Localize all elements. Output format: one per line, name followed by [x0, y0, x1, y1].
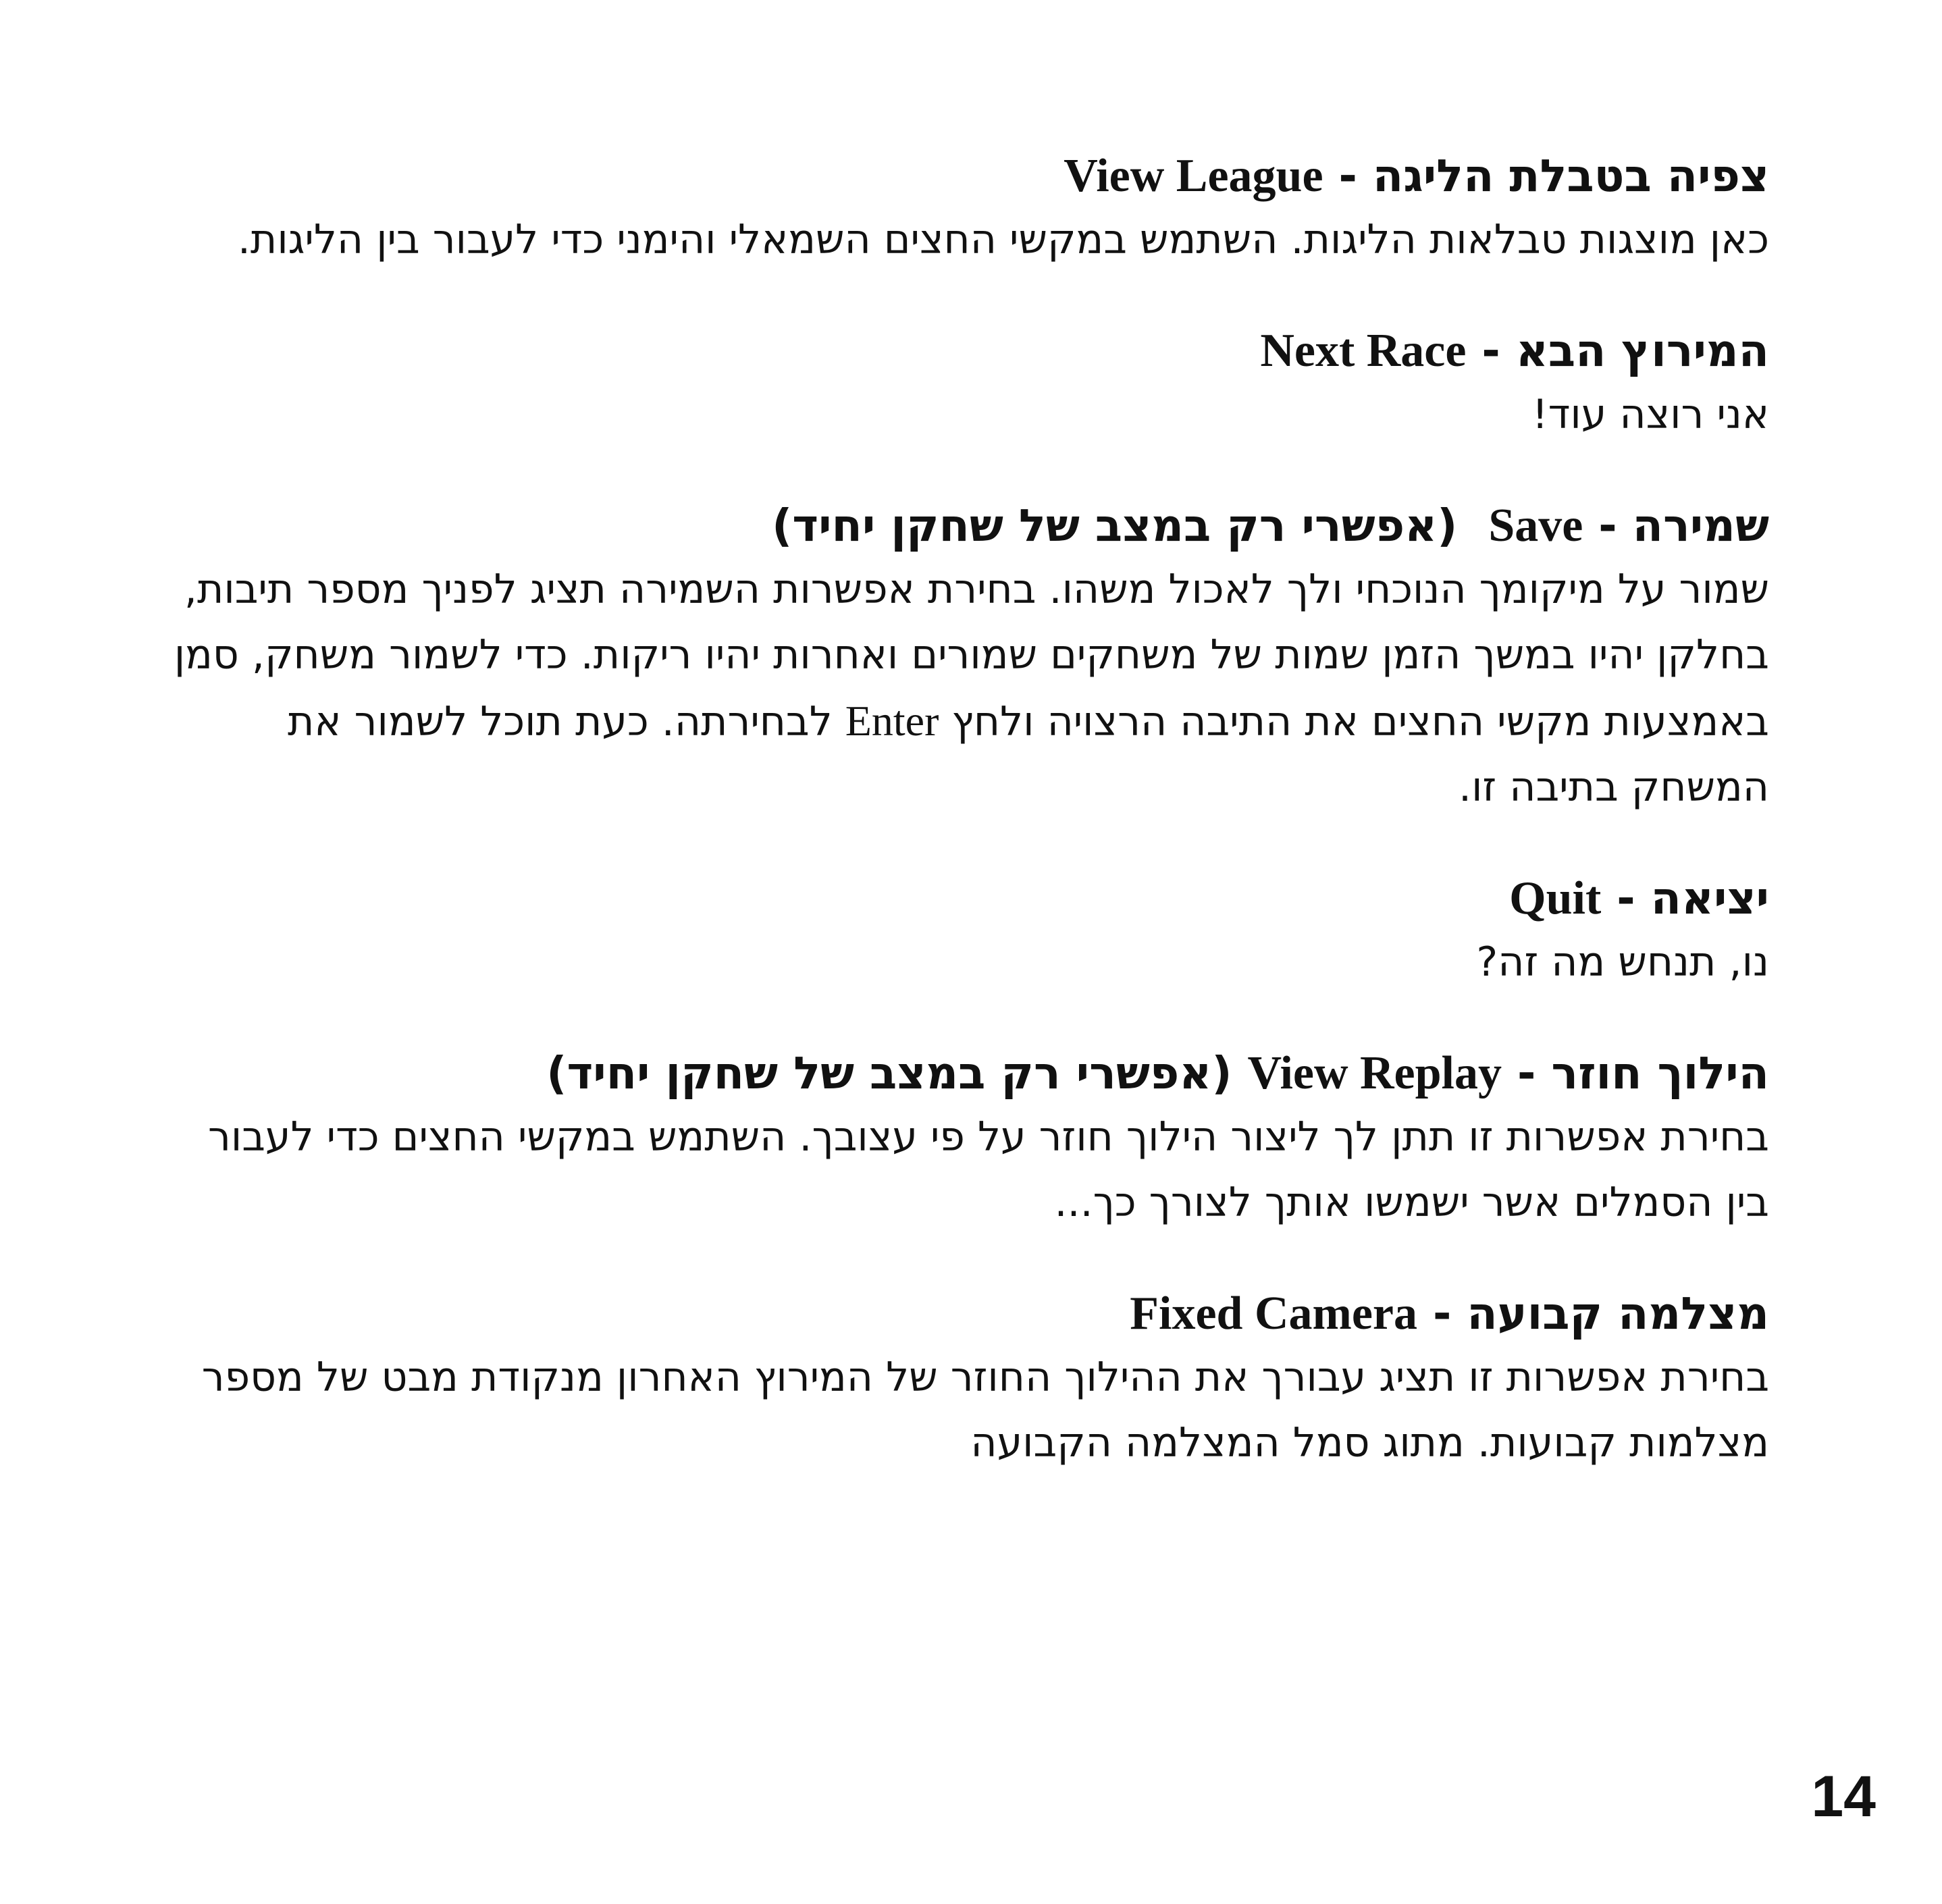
section-quit [162, 868, 1769, 995]
section-view-replay [162, 1042, 1769, 1236]
page-number: 14 [1811, 1764, 1876, 1829]
heading-hebrew: שמירה [1632, 500, 1769, 552]
section-body [162, 557, 1769, 820]
section-heading [162, 145, 1769, 207]
heading-separator: - [1601, 872, 1651, 924]
heading-english: View Replay [1247, 1047, 1502, 1099]
section-heading [162, 1042, 1769, 1105]
section-body: אני רוצה עוד! [1531, 391, 1769, 438]
heading-separator: - [1417, 1288, 1467, 1340]
section-fixed-camera [162, 1283, 1769, 1476]
enter-key-label: Enter [845, 697, 939, 745]
section-body: נו, תנחש מה זה? [1476, 938, 1769, 986]
body-text-after: לבחירתה. כעת תוכל לשמור את המשחק בתיבה זו. [288, 698, 1769, 811]
section-body: בחירת אפשרות זו תציג עבורך את ההילוך החוזר של המירוץ האחרון מנקודת מבט של מספר מצלמות קבועות. מתוג סמל המצלמה הקבועה [201, 1354, 1769, 1466]
section-next-race [162, 320, 1769, 448]
heading-separator: - [1502, 1047, 1552, 1099]
heading-hebrew: המירוץ הבא [1515, 325, 1769, 377]
section-heading [162, 495, 1769, 557]
section-body: כאן מוצגות טבלאות הליגות. השתמש במקשי החצים השמאלי והימני כדי לעבור בין הליגות. [237, 216, 1769, 263]
heading-hebrew: מצלמה קבועה [1467, 1288, 1769, 1340]
heading-english: Fixed Camera [1130, 1288, 1417, 1340]
heading-note: (אפשרי רק במצב של שחקן יחיד) [546, 1047, 1232, 1099]
heading-hebrew: צפיה בטבלת הליגה [1372, 150, 1769, 202]
section-heading [162, 1283, 1769, 1345]
heading-separator: - [1323, 150, 1373, 202]
heading-english: Save [1488, 500, 1583, 552]
section-heading [162, 868, 1769, 930]
section-view-league [162, 145, 1769, 273]
section-body: בחירת אפשרות זו תתן לך ליצור הילוך חוזר על פי עצובך. השתמש במקשי החצים כדי לעבור בין הסמלים אשר ישמשו אותך לצורך כך... [208, 1113, 1769, 1226]
heading-english: Quit [1509, 872, 1602, 924]
body-text-before: שמור על מיקומך הנוכחי ולך לאכול משהו. בחירת אפשרות השמירה תציג לפניך מספר תיבות, בחלקן יהיו במשך הזמן שמות של משחקים שמורים ואחרות יהיו ריקות. כדי לשמור משחק, סמן באמצעות מקשי החצים את התיבה הרצויה ולחץ [174, 566, 1769, 745]
heading-separator: - [1466, 325, 1516, 377]
heading-separator: - [1583, 500, 1633, 552]
heading-note: (אפשרי רק במצב של שחקן יחיד) [772, 500, 1458, 552]
heading-hebrew: יציאה [1650, 872, 1769, 924]
heading-hebrew: הילוך חוזר [1551, 1047, 1769, 1099]
section-heading [162, 320, 1769, 382]
heading-english: View League [1064, 150, 1323, 202]
heading-english: Next Race [1260, 325, 1467, 377]
manual-page-content [162, 145, 1769, 1523]
section-save [162, 495, 1769, 820]
